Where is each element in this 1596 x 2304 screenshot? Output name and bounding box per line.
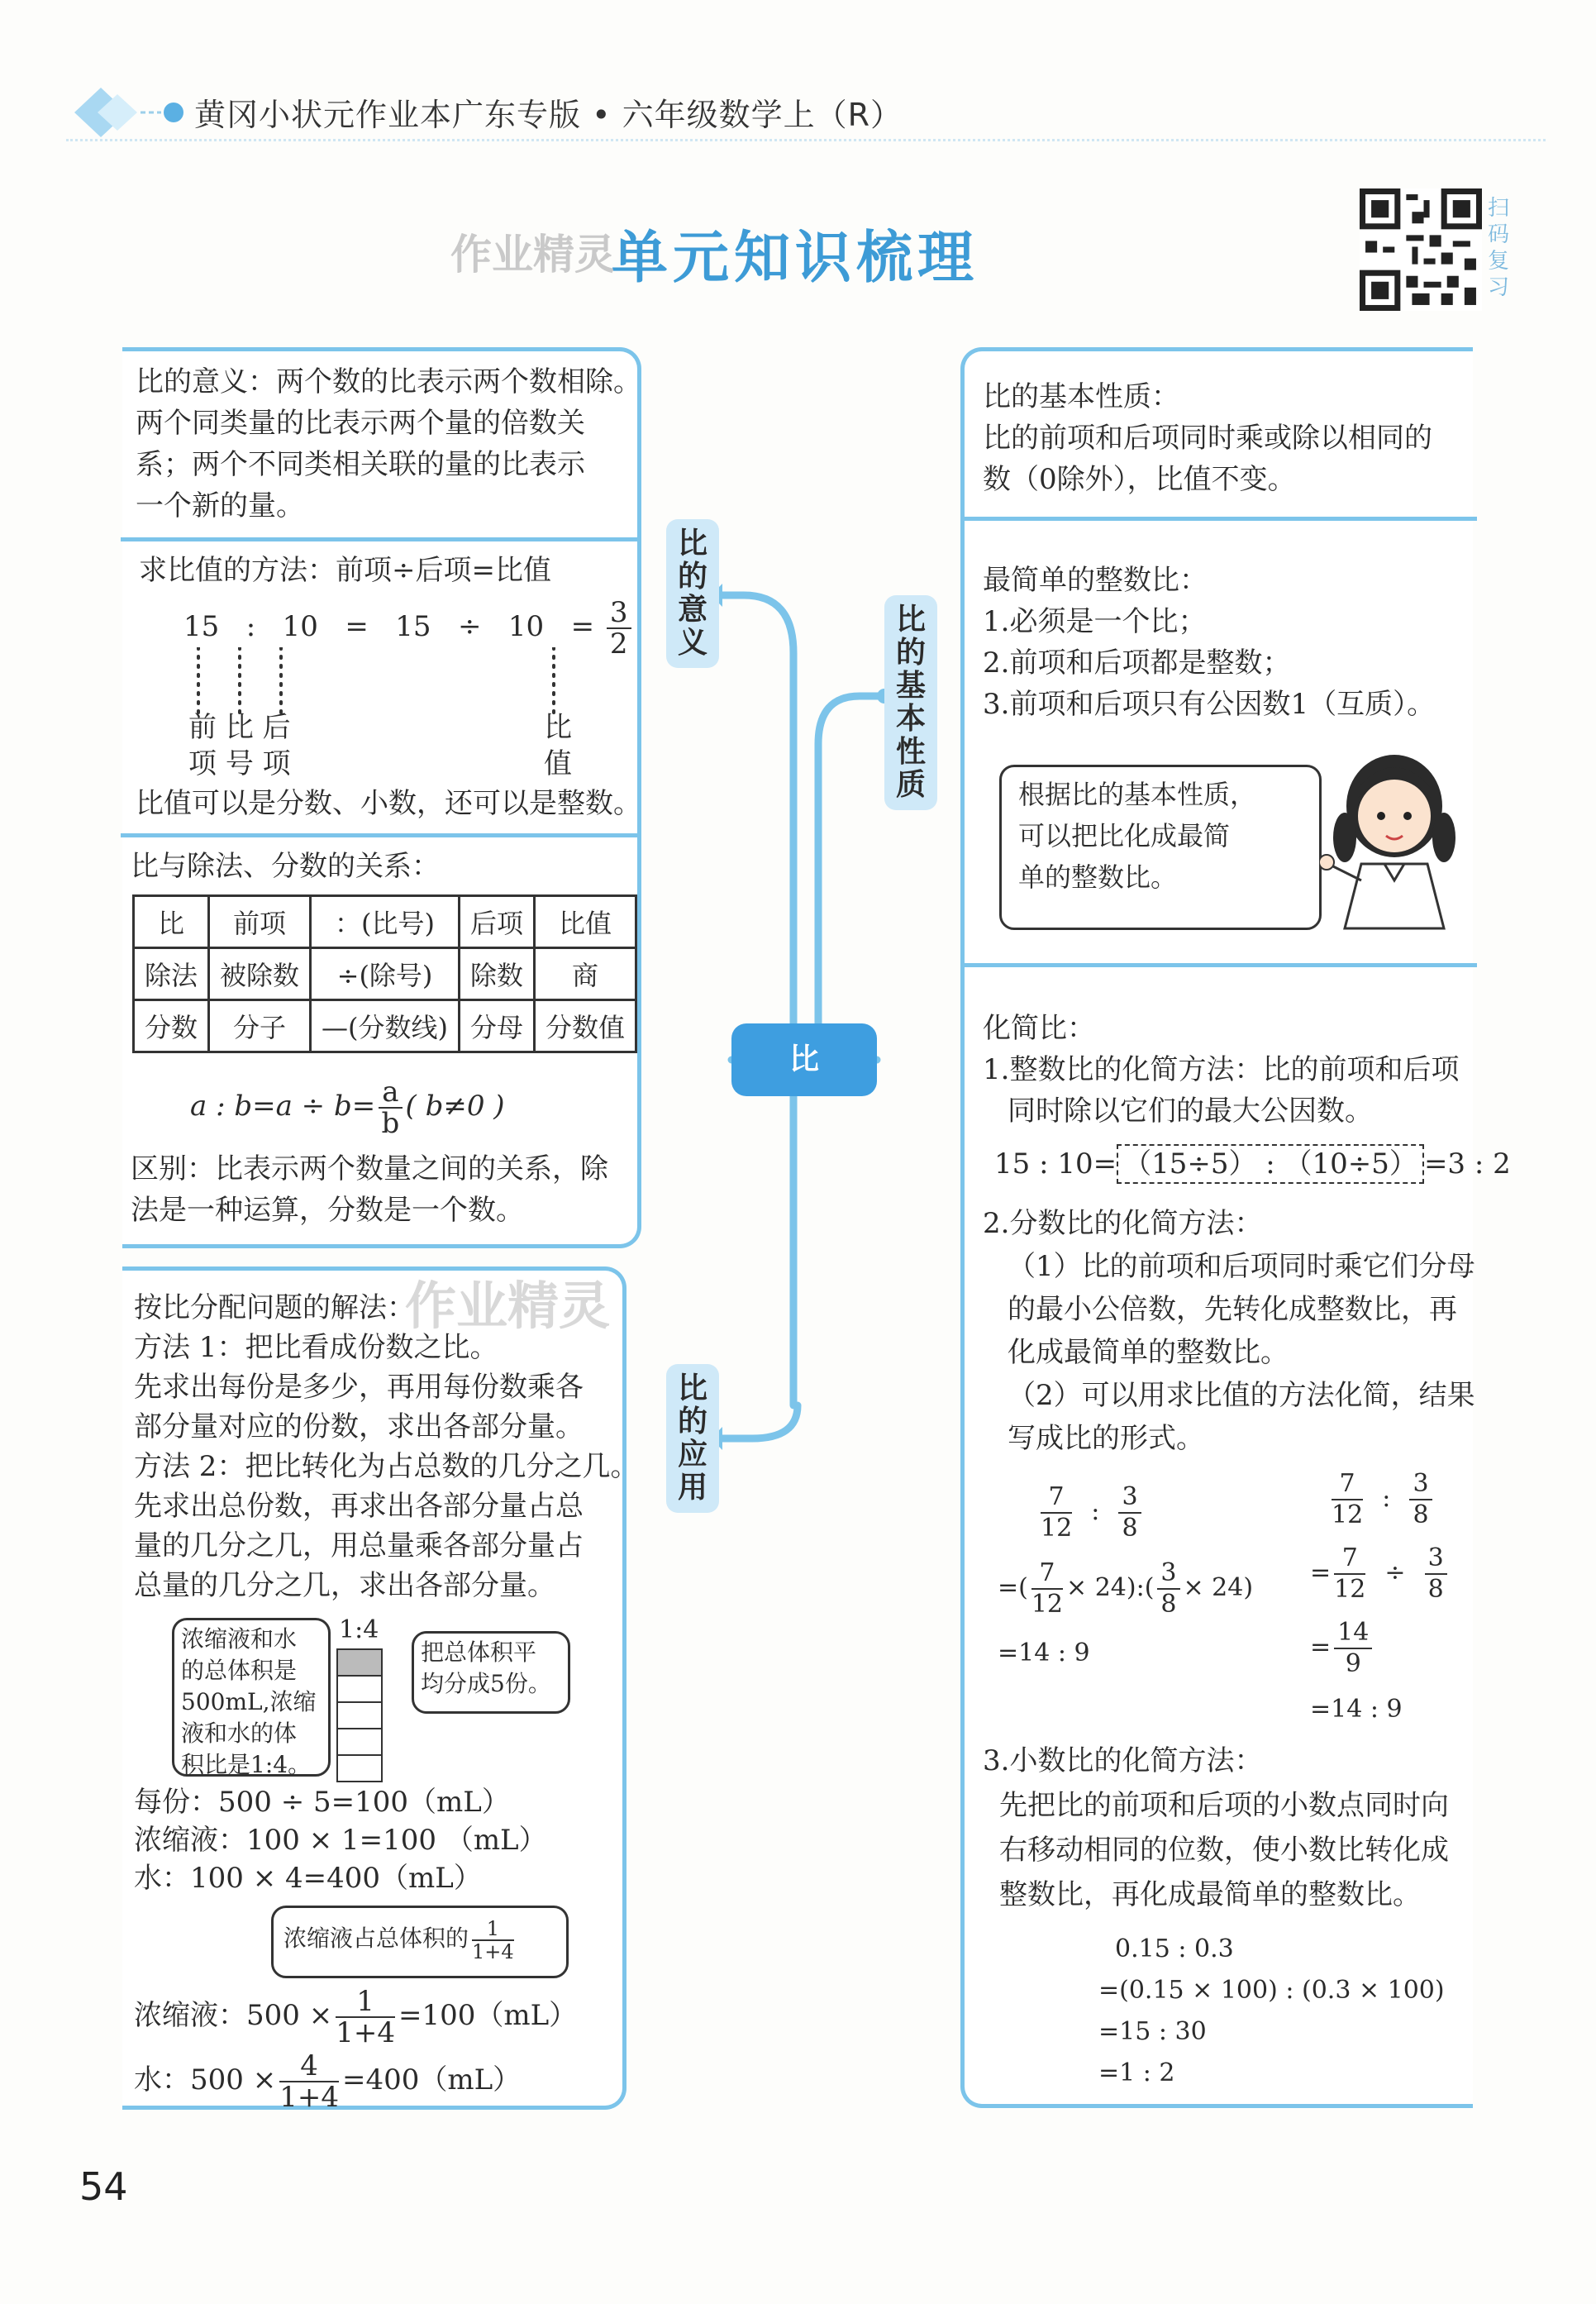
speech-bubble-mixture: 浓缩液和水 的总体积是 500mL,浓缩 液和水的体 积比是1:4。 <box>172 1618 331 1777</box>
fraction-line: （2）可以用求比值的方法化简，结果 <box>1008 1379 1475 1412</box>
girl-avatar-icon <box>1320 740 1469 930</box>
relation-diff: 区别：比表示两个数量之间的关系，除 <box>131 1152 608 1185</box>
simplest-line: 2.前项和后项都是整数； <box>983 646 1291 680</box>
ratio-part-labels-2: 项 号 项 <box>188 747 291 780</box>
application-line: 先求出总份数，再求出各部分量占总 <box>134 1490 584 1523</box>
fraction-example-right-1: $\frac{7}{12}$ : $\frac{3}{8}$ <box>1328 1469 1436 1530</box>
decimal-line: 整数比，再化成最简单的整数比。 <box>999 1878 1421 1911</box>
decimal-line: 先把比的前项和后项的小数点同时向 <box>999 1789 1449 1822</box>
watermark: 作业精灵 <box>450 231 616 279</box>
divider <box>121 833 641 837</box>
decimal-line: 3.小数比的化简方法： <box>983 1744 1263 1777</box>
decimal-example: =(0.15 × 100) : (0.3 × 100) <box>1098 1976 1445 2005</box>
page-title: 单元知识梳理 <box>612 226 979 291</box>
relation-formula: a : b=a ÷ b= $\frac{a}{b}$ ( b≠0 ) <box>190 1076 505 1140</box>
fraction-line: 化成最简单的整数比。 <box>1008 1336 1289 1369</box>
ratio-value-label-2: 值 <box>544 747 572 780</box>
fraction-line: 的最小公倍数，先转化成整数比，再 <box>1008 1293 1457 1326</box>
calc-line: 浓缩液：100 × 1=100 （mL） <box>134 1824 547 1857</box>
divider <box>963 517 1477 521</box>
simplify-line: 同时除以它们的最大公因数。 <box>1008 1095 1373 1128</box>
property-panel <box>960 347 1511 2108</box>
ratio-part-labels: 前 比 后 <box>188 711 291 744</box>
decimal-example: 0.15 : 0.3 <box>1115 1934 1234 1963</box>
meaning-line: 系；两个不同类相关联的量的比表示 <box>136 448 585 481</box>
fraction-example-right-3: = $\frac{14}{9}$ <box>1310 1618 1375 1679</box>
table-row: 比 前项 ：(比号) 后项 比值 <box>134 896 636 948</box>
calc2-line: 浓缩液：500 × $\frac{1}{1+4}$ =100（mL） <box>134 1985 578 2049</box>
table-row: 除法 被除数 ÷(除号) 除数 商 <box>134 948 636 1000</box>
fraction-line: 2.分数比的化简方法： <box>983 1207 1263 1240</box>
fraction-line: 写成比的形式。 <box>1008 1422 1204 1455</box>
meaning-line: 一个新的量。 <box>136 489 304 522</box>
speech-bubble-girl: 根据比的基本性质， 可以把比化成最简 单的整数比。 <box>999 765 1322 930</box>
decimal-example: =15 : 30 <box>1098 2017 1207 2046</box>
meaning-line: 比的意义：两个数的比表示两个数相除。 <box>136 365 641 398</box>
meaning-panel <box>122 347 641 1248</box>
calc-line: 水：100 × 4=400（mL） <box>134 1862 482 1895</box>
fraction-example-left-1: $\frac{7}{12}$ : $\frac{3}{8}$ <box>1037 1482 1145 1543</box>
application-line: 按比分配问题的解法： <box>134 1291 415 1324</box>
relation-table <box>132 894 637 1053</box>
volume-bar-diagram <box>336 1648 385 1788</box>
meaning-line: 两个同类量的比表示两个量的倍数关 <box>136 407 585 440</box>
fraction-example-right-2: = $\frac{7}{12}$ ÷ $\frac{3}{8}$ <box>1310 1543 1451 1605</box>
branch-label-property: 比的基本性质 <box>884 595 937 810</box>
property-line: 比的基本性质： <box>983 380 1179 413</box>
simplest-line: 3.前项和后项只有公因数1（互质）。 <box>983 688 1436 721</box>
relation-diff: 法是一种运算，分数是一个数。 <box>131 1194 524 1227</box>
application-line: 方法 2：把比转化为占总数的几分之几。 <box>134 1450 639 1483</box>
branch-label-application: 比的应用 <box>666 1364 719 1513</box>
page-number: 54 <box>79 2164 128 2209</box>
simplest-line: 最简单的整数比： <box>983 564 1208 597</box>
application-line: 方法 1：把比看成份数之比。 <box>134 1331 498 1364</box>
header-title: 黄冈小状元作业本广东专版 • 六年级数学上（R） <box>194 97 903 133</box>
application-line: 部分量对应的份数，求出各部分量。 <box>134 1410 584 1443</box>
application-line: 总量的几分之几，求出各部分量。 <box>134 1569 555 1602</box>
center-node: 比 <box>731 1023 877 1096</box>
fraction-example-left-result: =14 : 9 <box>998 1639 1090 1667</box>
decimal-line: 右移动相同的位数，使小数比转化成 <box>999 1834 1449 1867</box>
fraction-example-left-2: =( $\frac{7}{12}$ × 24):( $\frac{3}{8}$ × 24) <box>998 1558 1254 1619</box>
simplify-line: 化简比： <box>983 1012 1095 1045</box>
divider <box>121 537 641 541</box>
ratio-value-heading: 求比值的方法：前项÷后项=比值 <box>139 554 551 587</box>
branch-label-meaning: 比的意义 <box>666 519 719 668</box>
ratio-value-note: 比值可以是分数、小数，还可以是整数。 <box>136 787 641 820</box>
application-line: 量的几分之几，用总量乘各部分量占 <box>134 1529 584 1562</box>
simplify-example-1: 15 : 10= （15÷5） : （10÷5） =3 : 2 <box>994 1143 1511 1185</box>
relation-heading: 比与除法、分数的关系： <box>131 850 440 883</box>
application-panel <box>122 1266 639 2114</box>
speech-bubble-split: 把总体积平 均分成5份。 <box>412 1631 570 1714</box>
property-line: 比的前项和后项同时乘或除以相同的 <box>983 422 1432 455</box>
simplest-line: 1.必须是一个比； <box>983 605 1207 638</box>
calc-line: 每份：500 ÷ 5=100（mL） <box>134 1786 510 1819</box>
calc2-line: 水：500 × $\frac{4}{1+4}$ =400（mL） <box>134 2049 522 2114</box>
property-line: 数（0除外），比值不变。 <box>983 463 1296 496</box>
fraction-line: （1）比的前项和后项同时乘它们分母 <box>1008 1250 1475 1283</box>
ratio-value-expression: 15 : 10 = 15 ÷ 10 = $\frac{3}{2}$ <box>183 598 635 659</box>
divider <box>963 963 1477 967</box>
speech-bubble-fraction: 浓缩液占总体积的 $\frac{1}{1+4}$ <box>271 1906 569 1978</box>
simplify-line: 1.整数比的化简方法：比的前项和后项 <box>983 1053 1460 1086</box>
fraction-example-right-result: =14 : 9 <box>1310 1695 1403 1724</box>
watermark-2: 作业精灵 <box>405 1276 611 1336</box>
scan-review-label: 扫码复习 <box>1488 196 1510 300</box>
application-line: 先求出每份是多少，再用每份数乘各 <box>134 1371 584 1404</box>
table-row: 分数 分子 —(分数线) 分母 分数值 <box>134 1000 636 1052</box>
ratio-label: 1:4 <box>339 1615 379 1644</box>
decimal-example: =1 : 2 <box>1098 2058 1175 2087</box>
ratio-value-label: 比 <box>544 711 572 744</box>
